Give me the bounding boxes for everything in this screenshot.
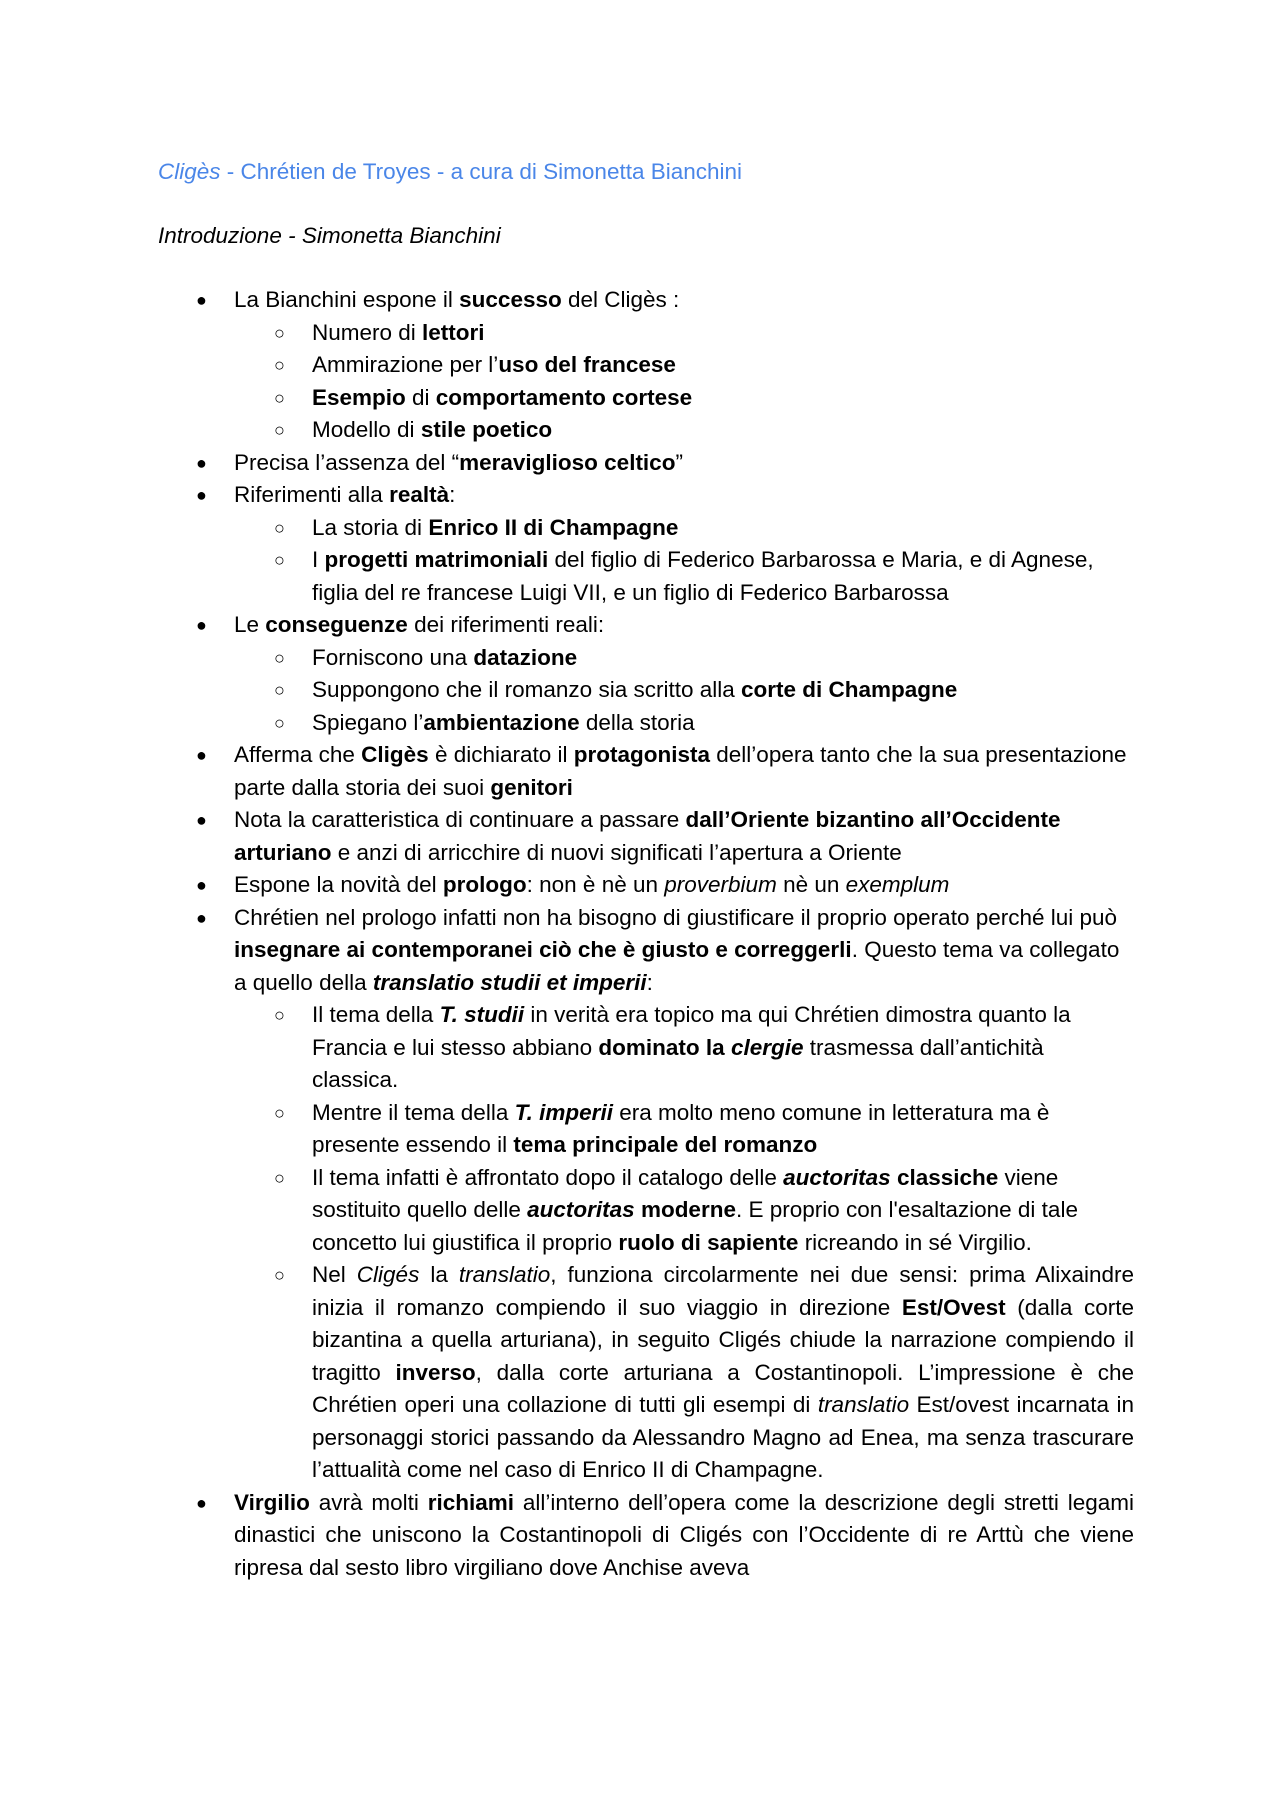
list-item-text <box>312 547 1094 605</box>
list-item-text <box>312 1002 1071 1092</box>
sub-list-item <box>0 414 1134 447</box>
text-segment: Afferma che <box>234 742 362 767</box>
list-item-text <box>312 515 678 540</box>
text-segment: la <box>419 1262 459 1287</box>
list-item <box>0 609 1134 642</box>
list-item-text <box>312 352 676 377</box>
text-segment: I <box>312 547 325 572</box>
text-segment: Esempio <box>312 384 406 410</box>
sub-list-item <box>0 382 1134 415</box>
text-segment: in verità era topico ma qui Chrétien dimostra quanto la Francia e lui stesso abbiano <box>312 1002 1071 1060</box>
text-segment: Precisa l’assenza del “ <box>234 449 460 475</box>
title-author-editor: - Chrétien de Troyes - a cura di Simonetta Bianchini <box>220 159 743 184</box>
text-segment: corte di Champagne <box>741 677 958 702</box>
list-item-text <box>234 872 949 897</box>
list-item-text <box>312 1100 1049 1158</box>
text-segment: era molto meno comune in letteratura ma è presente essendo il <box>312 1099 1050 1157</box>
sub-list-item <box>0 544 1134 609</box>
text-segment: realtà <box>389 482 450 507</box>
text-segment: ricreando in sé Virgilio. <box>798 1229 1032 1255</box>
document-subtitle: Introduzione - Simonetta Bianchini <box>158 223 501 248</box>
text-segment: progetti matrimoniali <box>324 547 549 572</box>
list-item-text <box>234 450 683 475</box>
text-segment: richiami <box>427 1489 515 1515</box>
text-segment: ” <box>675 449 683 475</box>
hollow-bullet-icon: ○ <box>274 647 285 668</box>
hollow-bullet-icon: ○ <box>274 420 285 440</box>
title-work-name: Cligès <box>158 159 221 184</box>
text-segment: meraviglioso celtico <box>459 449 676 475</box>
list-item-text <box>312 1165 1078 1255</box>
sub-list-item <box>0 674 1134 707</box>
text-segment: tema principale del romanzo <box>513 1132 818 1157</box>
text-segment: Nota la caratteristica di continuare a passare <box>234 807 686 832</box>
text-segment: di <box>405 384 436 410</box>
list-item <box>0 804 1134 869</box>
text-segment: dell’opera tanto che la sua presentazione parte dalla storia dei suoi <box>234 742 1127 800</box>
text-segment: è dichiarato il <box>428 742 574 767</box>
text-segment: . E proprio con l'esaltazione di tale concetto lui giustifica il proprio <box>312 1197 1078 1255</box>
text-segment: Le <box>234 612 266 637</box>
hollow-bullet-icon: ○ <box>274 517 285 538</box>
hollow-bullet-icon: ○ <box>274 680 285 700</box>
bullet-icon: ● <box>196 810 207 830</box>
text-segment: La storia di <box>312 514 429 540</box>
bullet-icon: ● <box>196 907 207 928</box>
list-item <box>0 869 1134 902</box>
list-item-text <box>312 645 577 670</box>
text-segment: Cligés <box>356 1262 420 1287</box>
text-segment: T. studii <box>439 1002 525 1027</box>
bullet-icon: ● <box>196 290 207 310</box>
text-segment: datazione <box>473 644 578 670</box>
text-segment: Est/ovest incarnata in personaggi storici passando da Alessandro Magno ad Enea, ma senza trascurare l’attualità come nel caso di Enrico II di Champagne. <box>312 1392 1134 1482</box>
list-item-text <box>234 905 1119 995</box>
text-segment: : non è nè un <box>526 872 665 897</box>
text-segment: translatio <box>458 1262 551 1287</box>
text-segment: . Questo tema va collegato a quello della <box>234 937 1120 995</box>
text-segment: conseguenze <box>265 612 408 637</box>
bullet-icon: ● <box>196 485 207 505</box>
text-segment: Spiegano l’ <box>312 709 424 735</box>
list-item <box>0 1487 1134 1585</box>
text-segment: del figlio di Federico Barbarossa e Maria, e di Agnese, figlia del re francese Luigi VII, e un figlio di Federico Barbarossa <box>312 547 1094 605</box>
sub-list-item <box>0 707 1134 740</box>
text-segment: Riferimenti alla <box>234 482 390 507</box>
sub-list-item <box>0 349 1134 382</box>
text-segment: clergie <box>730 1034 804 1060</box>
text-segment: successo <box>459 287 562 312</box>
bullet-icon: ● <box>196 1492 207 1513</box>
text-segment: exemplum <box>845 872 950 897</box>
list-item-text <box>234 742 1127 800</box>
list-item-text <box>312 710 695 735</box>
text-segment: genitori <box>490 774 573 800</box>
hollow-bullet-icon: ○ <box>274 322 285 343</box>
text-segment: translatio <box>817 1392 910 1417</box>
text-segment: auctoritas <box>527 1197 635 1222</box>
text-segment: all’interno dell’opera come la descrizione degli stretti legami dinastici che uniscono la Costantinopoli di Cligés con l’Occidente di re Arttù che viene ripresa dal sesto libro virgiliano dove Anchise aveva <box>234 1489 1134 1580</box>
text-segment: Il tema infatti è affrontato dopo il catalogo delle <box>312 1164 784 1190</box>
list-item <box>0 447 1134 480</box>
text-segment: Modello di <box>312 417 421 442</box>
text-segment: della storia <box>579 709 695 735</box>
hollow-bullet-icon: ○ <box>274 550 285 570</box>
list-item-text <box>312 320 485 345</box>
text-segment: Suppongono che il romanzo sia scritto alla <box>312 677 741 702</box>
hollow-bullet-icon: ○ <box>274 712 285 733</box>
hollow-bullet-icon: ○ <box>274 1005 285 1025</box>
text-segment: La Bianchini espone il <box>234 287 460 312</box>
text-segment: Ammirazione per l’ <box>312 352 499 377</box>
text-segment: del Cligès : <box>561 287 680 312</box>
bullet-icon: ● <box>196 452 207 473</box>
text-segment: insegnare ai contemporanei ciò che è giusto e correggerli <box>234 937 852 962</box>
list-item <box>0 902 1134 1000</box>
text-segment: Virgilio <box>234 1489 310 1515</box>
text-segment: classiche <box>890 1164 999 1190</box>
text-segment: Est/Ovest <box>901 1294 1006 1320</box>
hollow-bullet-icon: ○ <box>274 1265 285 1285</box>
text-segment: prologo <box>442 872 527 897</box>
text-segment: Numero di <box>312 319 423 345</box>
sub-list-item <box>0 1259 1134 1487</box>
sub-list-item <box>0 642 1134 675</box>
bullet-icon: ● <box>196 875 207 895</box>
text-segment: Il tema della <box>312 1002 440 1027</box>
list-item <box>0 284 1134 317</box>
text-segment: , dalla corte arturiana a Costantinopoli. L’impressione è che Chrétien operi una collazione di tutti gli esempi di <box>312 1359 1134 1417</box>
text-segment: Espone la novità del <box>234 872 443 897</box>
text-segment: translatio studii et imperii <box>372 969 647 995</box>
list-item-text <box>234 612 604 637</box>
sub-list-item <box>0 1162 1134 1260</box>
notes-list <box>0 284 1280 1584</box>
text-segment: Chrétien nel prologo infatti non ha bisogno di giustificare il proprio operato perché lui può <box>234 904 1118 930</box>
list-item-text <box>312 1259 1134 1487</box>
hollow-bullet-icon: ○ <box>274 355 285 375</box>
text-segment: dall’Oriente bizantino all’Occidente arturiano <box>234 807 1061 865</box>
text-segment: ambientazione <box>423 709 580 735</box>
text-segment: auctoritas <box>783 1164 891 1190</box>
list-item <box>0 479 1134 512</box>
text-segment: ruolo di sapiente <box>618 1229 799 1255</box>
text-segment: protagonista <box>573 742 711 767</box>
text-segment: avrà molti <box>309 1489 428 1515</box>
text-segment: Enrico II di Champagne <box>428 514 679 540</box>
hollow-bullet-icon: ○ <box>274 387 285 408</box>
list-item-text <box>234 807 1061 865</box>
sub-list-item <box>0 1097 1134 1162</box>
list-item-text <box>312 385 692 410</box>
text-segment: inverso <box>395 1359 476 1385</box>
text-segment: Nel <box>312 1262 357 1287</box>
text-segment: dei riferimenti reali: <box>407 612 605 637</box>
text-segment: dominato la <box>598 1034 731 1060</box>
text-segment: proverbium <box>664 872 777 897</box>
bullet-icon: ● <box>196 615 207 635</box>
list-item-text <box>312 677 957 702</box>
list-item-text <box>234 287 679 312</box>
text-segment: comportamento cortese <box>435 384 693 410</box>
text-segment: Mentre il tema della <box>312 1099 515 1125</box>
text-segment: trasmessa dall’antichità classica. <box>312 1034 1044 1092</box>
list-item <box>0 739 1134 804</box>
bullet-icon: ● <box>196 745 207 765</box>
text-segment: , funziona circolarmente nei due sensi: prima Alixaindre inizia il romanzo compiendo il suo viaggio in direzione <box>312 1262 1134 1320</box>
list-item-text <box>234 482 455 507</box>
list-item-text <box>234 1487 1134 1585</box>
text-segment: Cligès <box>361 742 429 767</box>
text-segment: moderne <box>634 1197 736 1222</box>
hollow-bullet-icon: ○ <box>274 1167 285 1188</box>
text-segment: lettori <box>422 319 485 345</box>
text-segment: stile poetico <box>420 417 553 442</box>
text-segment: Forniscono una <box>312 644 474 670</box>
text-segment: (dalla corte bizantina a quella arturiana), in seguito Cligés chiude la narrazione compiendo il tragitto <box>312 1294 1134 1385</box>
list-item-text <box>312 417 552 442</box>
sub-list-item <box>0 512 1134 545</box>
text-segment: : <box>646 969 653 995</box>
text-segment: : <box>449 482 456 507</box>
text-segment: T. imperii <box>514 1099 613 1125</box>
text-segment: uso del francese <box>498 352 676 377</box>
sub-list-item <box>0 317 1134 350</box>
text-segment: e anzi di arricchire di nuovi significati l’apertura a Oriente <box>331 839 902 865</box>
text-segment: nè un <box>776 872 846 897</box>
hollow-bullet-icon: ○ <box>274 1102 285 1123</box>
text-segment: viene sostituito quello delle <box>312 1164 1059 1222</box>
document-title <box>158 156 742 188</box>
sub-list-item <box>0 999 1134 1097</box>
